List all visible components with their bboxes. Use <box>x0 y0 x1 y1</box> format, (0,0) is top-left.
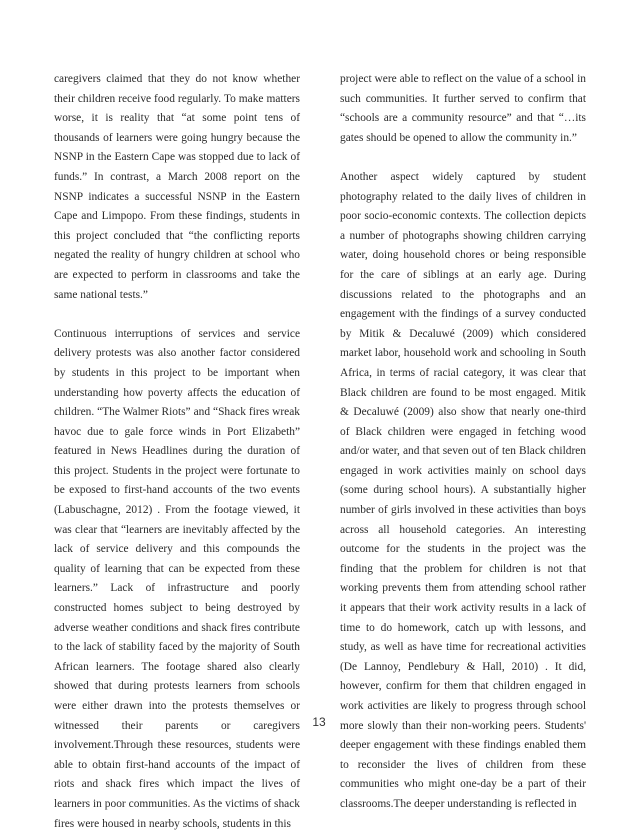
body-paragraph: Another aspect widely captured by student photography related to the daily lives of children in poor socio-economic contexts. The collection depicts a number of photographs showing children carrying water, doing household chores or being responsible for the care of siblings at an early age. During discussions related to the photographs and an engagement with the findings of a survey conducted by Mitik & Decaluwé (2009) which considered market labor, household work and schooling in South Africa, in terms of racial category, it was clear that Black children are found to be most engaged. Mitik & Decaluwé (2009) also show that nearly one-third of Black children were engaged in fetching wood and/or water, and that seven out of ten Black children engaged in work activities mainly on school days (some during school hours). A substantially higher number of girls involved in these activities than boys across all household categories. An interesting outcome for the students in the project was the finding that the problem for children is not that working prevents them from attending school rather it appears that their work activity results in a lack of time to do homework, catch up with lessons, and study, as well as have time for recreational activities (De Lannoy, Pendlebury & Hall, 2010) . It did, however, confirm for them that children engaged in work activities are likely to progress through school more slowly than their non-working peers. Students' deeper engagement with these findings enabled them to reconsider the lives of children from these communities who might one-day be a part of their classrooms.The deeper understanding is reflected in <box>340 170 586 810</box>
right-column <box>340 70 586 815</box>
body-paragraph: project were able to reflect on the value of a school in such communities. It further served to confirm that “schools are a community resource” and that “…its gates should be opened to allow the community in.” <box>340 73 586 144</box>
body-paragraph: Continuous interruptions of services and service delivery protests was also another factor considered by students in this project to be important when understanding how poverty affects the education of children. “The Walmer Riots” and “Shack fires wreak havoc due to gale force winds in Port Elizabeth” featured in News Headlines during the duration of this project. Students in the project were fortunate to be exposed to first-hand accounts of the two events (Labuschagne, 2012) . From the footage viewed, it was clear that “learners are inevitably affected by the lack of service delivery and this compounds the quality of learning that can be expected from these learners.” Lack of infrastructure and poorly constructed homes subject to being destroyed by adverse weather conditions and shack fires contribute to the lack of stability faced by the majority of South African learners. The footage shared also clearly showed that during protests learners from schools were either drawn into the protests themselves or witnessed their parents or caregivers involvement.Through these resources, students were able to obtain first-hand accounts of the impact of riots and shack fires which impact the lives of learners in poor communities. As the victims of shack fires were housed in nearby schools, students in this <box>54 327 300 830</box>
page-number: 13 <box>312 715 326 729</box>
body-paragraph: caregivers claimed that they do not know whether their children receive food regularly. To make matters worse, it is reality that “at some point tens of thousands of learners were going hungry because the NSNP in the Eastern Cape was stopped due to lack of funds.” In contrast, a March 2008 report on the NSNP indicates a successful NSNP in the Eastern Cape and Limpopo. From these findings, students in this project concluded that “the conflicting reports negated the reality of hungry children at school who are expected to perform in classrooms and take the same national tests.” <box>54 73 300 301</box>
